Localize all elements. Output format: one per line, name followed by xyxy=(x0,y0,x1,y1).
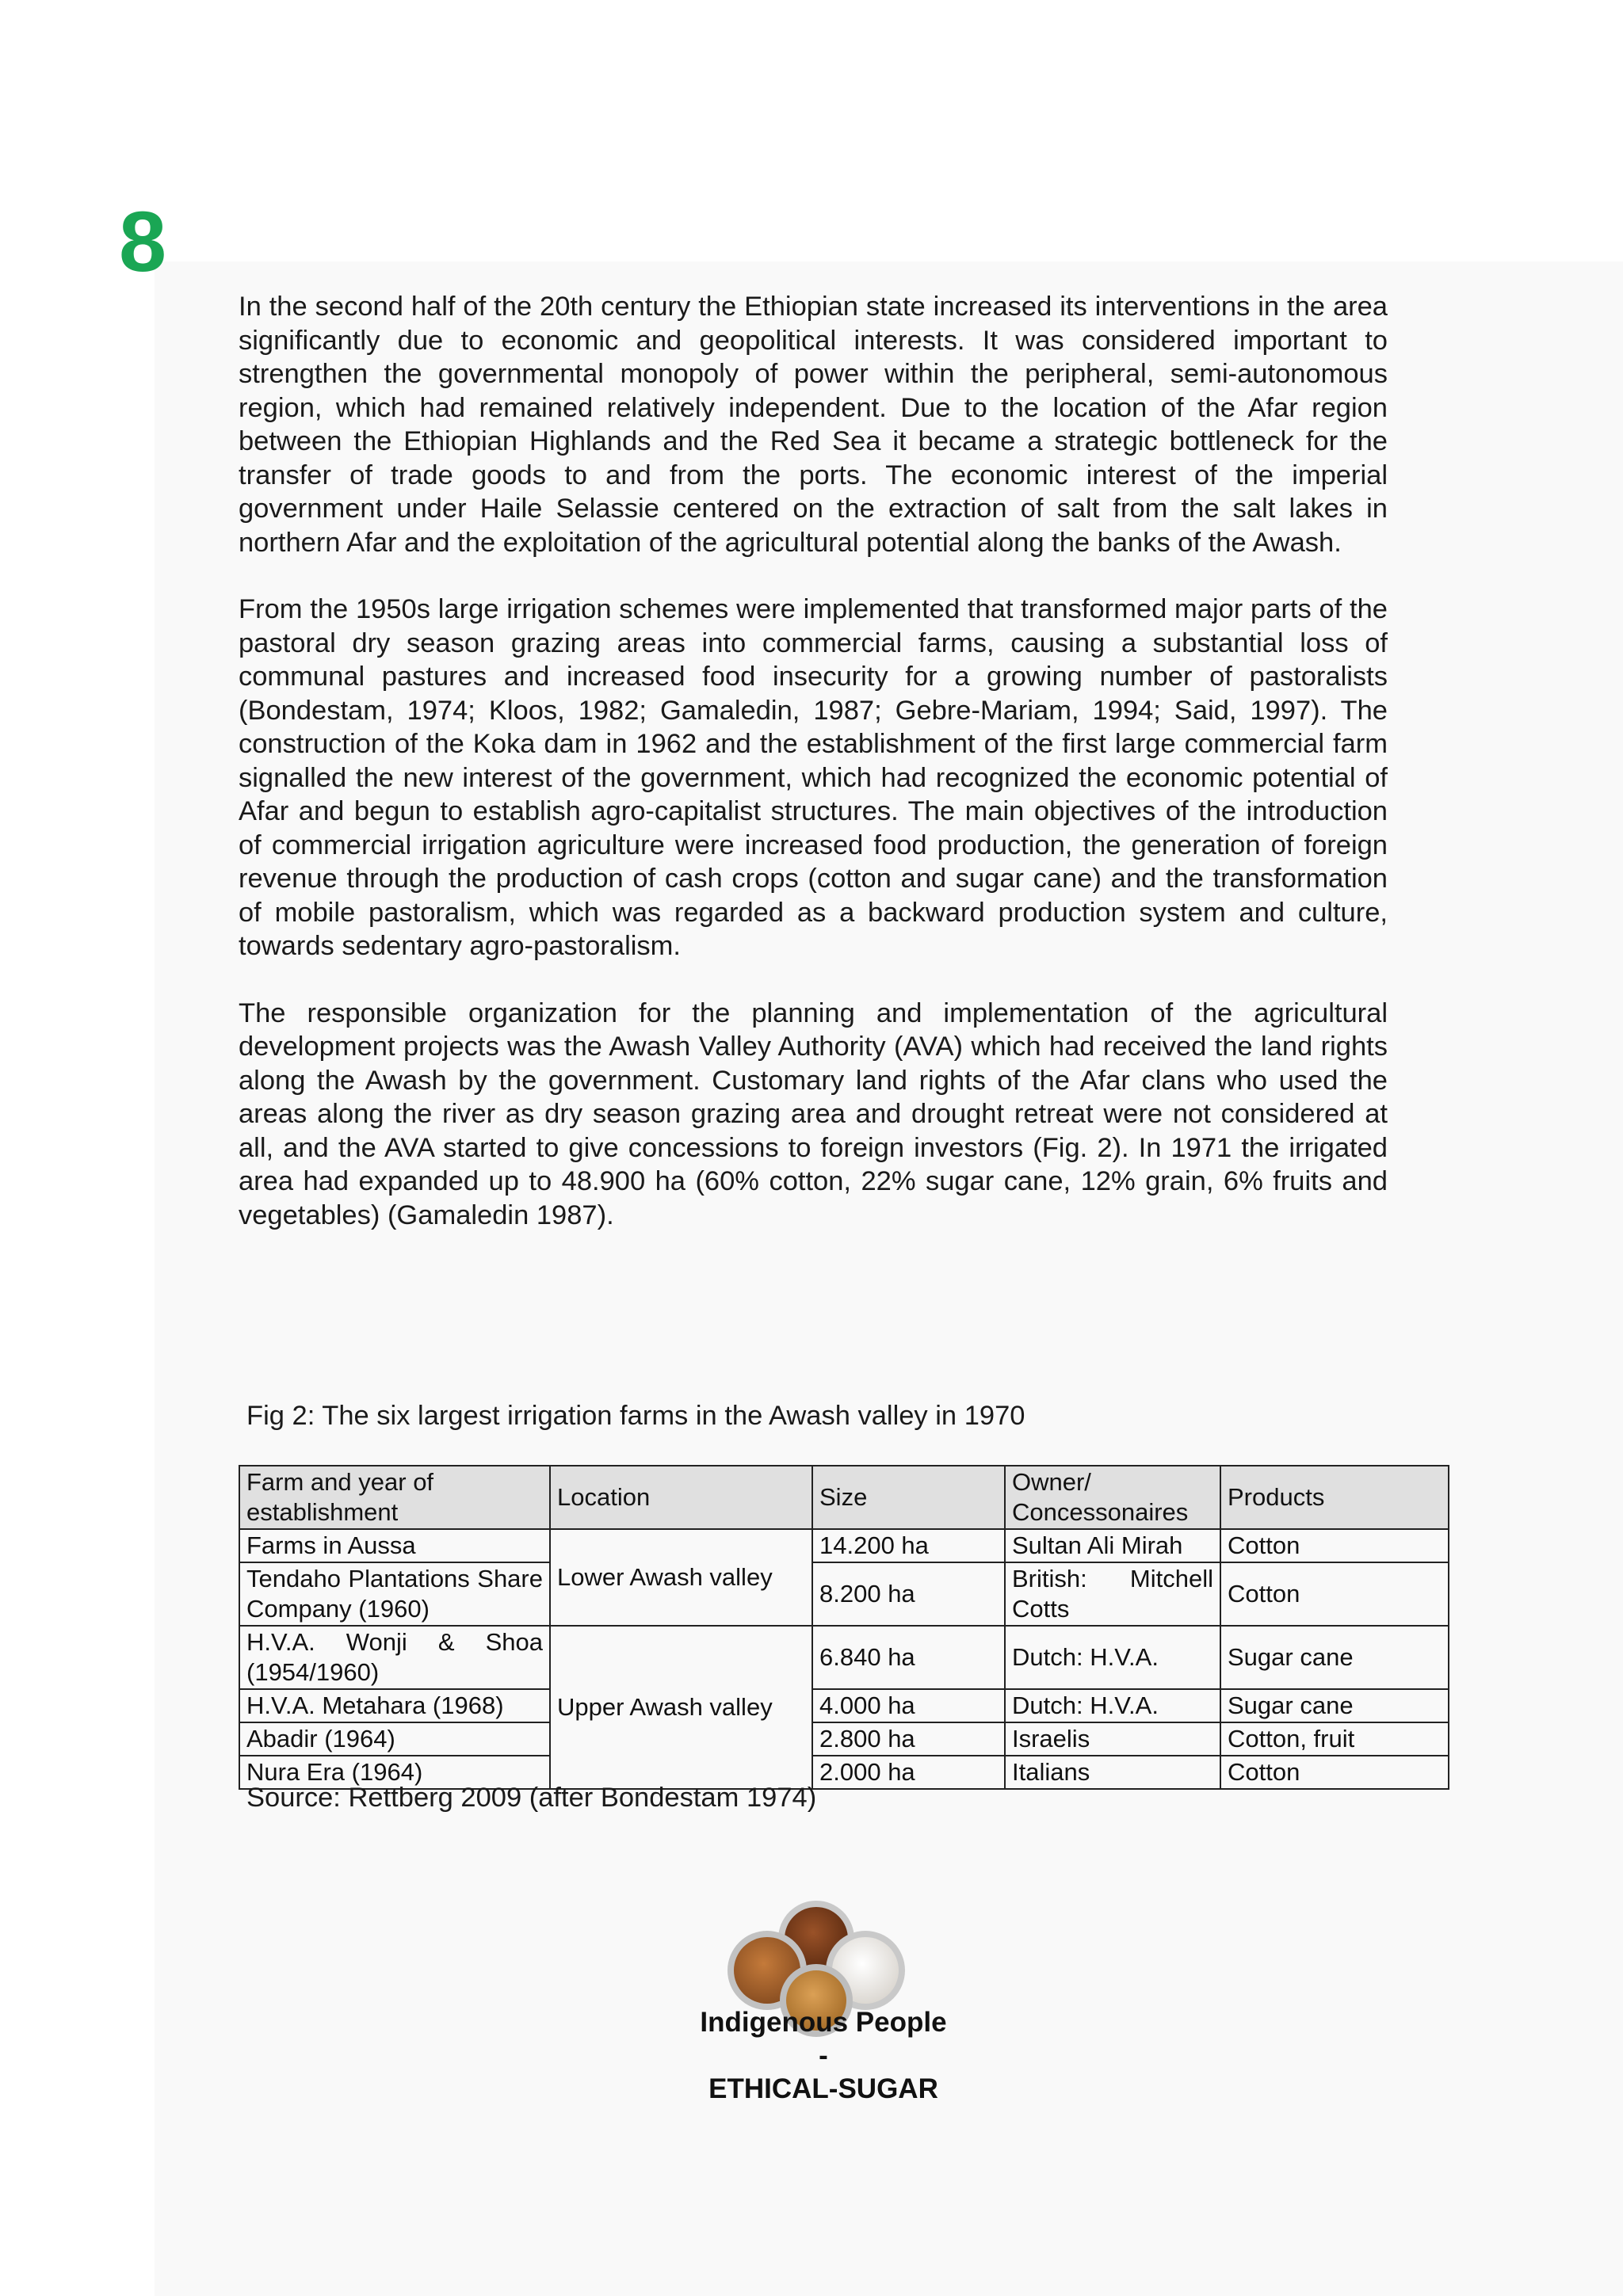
table-header-row xyxy=(239,1466,1449,1529)
paragraph: In the second half of the 20th century the Ethiopian state increased its interventions in the area significantly due to economic and geopolitical interests. It was considered important to strengthen the governmental monopoly of power within the peripheral, semi-autonomous region, which had remained relatively independent. Due to the location of the Afar region between the Ethiopian Highlands and the Red Sea it became a strategic bottleneck for the transfer of trade goods to and from the ports. The economic interest of the imperial government under Haile Selassie centered on the extraction of salt from the salt lakes in northern Afar and the exploitation of the agricultural potential along the banks of the Awash. xyxy=(239,292,1388,558)
table-row xyxy=(239,1529,1449,1562)
cell-products: Cotton xyxy=(1220,1756,1449,1789)
figure-source: Source: Rettberg 2009 (after Bondestam 1974) xyxy=(246,1783,817,1813)
logo-line-dash: - xyxy=(819,2040,828,2071)
cell-products: Sugar cane xyxy=(1220,1626,1449,1689)
cell-products: Cotton xyxy=(1220,1529,1449,1562)
cell-location: Upper Awash valley xyxy=(550,1626,812,1789)
cell-owner: Sultan Ali Mirah xyxy=(1005,1529,1220,1562)
header-farm: Farm and year of establishment xyxy=(239,1466,550,1529)
cell-products: Sugar cane xyxy=(1220,1689,1449,1722)
table-row xyxy=(239,1626,1449,1689)
table-row xyxy=(239,1722,1449,1756)
cell-owner: Italians xyxy=(1005,1756,1220,1789)
cell-owner: Israelis xyxy=(1005,1722,1220,1756)
cell-size: 8.200 ha xyxy=(812,1562,1005,1626)
cell-farm: Farms in Aussa xyxy=(239,1529,550,1562)
table-row xyxy=(239,1689,1449,1722)
irrigation-farms-table xyxy=(239,1465,1449,1790)
header-products: Products xyxy=(1220,1466,1449,1529)
logo-line-title: Indigenous People xyxy=(700,2007,947,2038)
cell-size: 6.840 ha xyxy=(812,1626,1005,1689)
header-owner: Owner/ Concessonaires xyxy=(1005,1466,1220,1529)
header-size: Size xyxy=(812,1466,1005,1529)
cell-owner: Dutch: H.V.A. xyxy=(1005,1626,1220,1689)
page-number: 8 xyxy=(119,193,167,289)
cell-farm: H.V.A. Wonji & Shoa (1954/1960) xyxy=(239,1626,550,1689)
cell-products: Cotton, fruit xyxy=(1220,1722,1449,1756)
cell-owner: British: Mitchell Cotts xyxy=(1005,1562,1220,1626)
body-text xyxy=(239,290,1388,1265)
logo-text xyxy=(653,2006,994,2106)
cell-products: Cotton xyxy=(1220,1562,1449,1626)
cell-farm: Nura Era (1964) xyxy=(239,1756,550,1789)
figure-caption: Fig 2: The six largest irrigation farms in the Awash valley in 1970 xyxy=(246,1401,1025,1431)
cell-size: 2.800 ha xyxy=(812,1722,1005,1756)
cell-size: 2.000 ha xyxy=(812,1756,1005,1789)
cell-owner: Dutch: H.V.A. xyxy=(1005,1689,1220,1722)
paragraph: From the 1950s large irrigation schemes were implemented that transformed major parts of the pastoral dry season grazing areas into commercial farms, causing a substantial loss of communal pastures and increased food insecurity for a growing number of pastoralists (Bondestam, 1974; Kloos, 1982; Gamaledin, 1987; Gebre-Mariam, 1994; Said, 1997). The construction of the Koka dam in 1962 and the establishment of the first large commercial farm signalled the new interest of the government, which had recognized the economic potential of Afar and begun to establish agro-capitalist structures. The main objectives of the introduction of commercial irrigation agriculture were increased food production, the generation of foreign revenue through the production of cash crops (cotton and sugar cane) and the transformation of mobile pastoralism, which was regarded as a backward production system and culture, towards sedentary agro-pastoralism. xyxy=(239,594,1388,961)
logo-line-brand: ETHICAL-SUGAR xyxy=(708,2073,938,2104)
cell-farm: Abadir (1964) xyxy=(239,1722,550,1756)
cell-size: 14.200 ha xyxy=(812,1529,1005,1562)
cell-size: 4.000 ha xyxy=(812,1689,1005,1722)
cell-location: Lower Awash valley xyxy=(550,1529,812,1626)
header-location: Location xyxy=(550,1466,812,1529)
paragraph: The responsible organization for the planning and implementation of the agricultural development projects was the Awash Valley Authority (AVA) which had received the land rights along the Awash by the government. Customary land rights of the Afar clans who used the areas along the river as dry season grazing area and drought retreat were not considered at all, and the AVA started to give concessions to foreign investors (Fig. 2). In 1971 the irrigated area had expanded up to 48.900 ha (60% cotton, 22% sugar cane, 12% grain, 6% fruits and vegetables) (Gamaledin 1987). xyxy=(239,997,1388,1230)
table-row xyxy=(239,1562,1449,1626)
cell-farm: Tendaho Plantations Share Company (1960) xyxy=(239,1562,550,1626)
cell-farm: H.V.A. Metahara (1968) xyxy=(239,1689,550,1722)
